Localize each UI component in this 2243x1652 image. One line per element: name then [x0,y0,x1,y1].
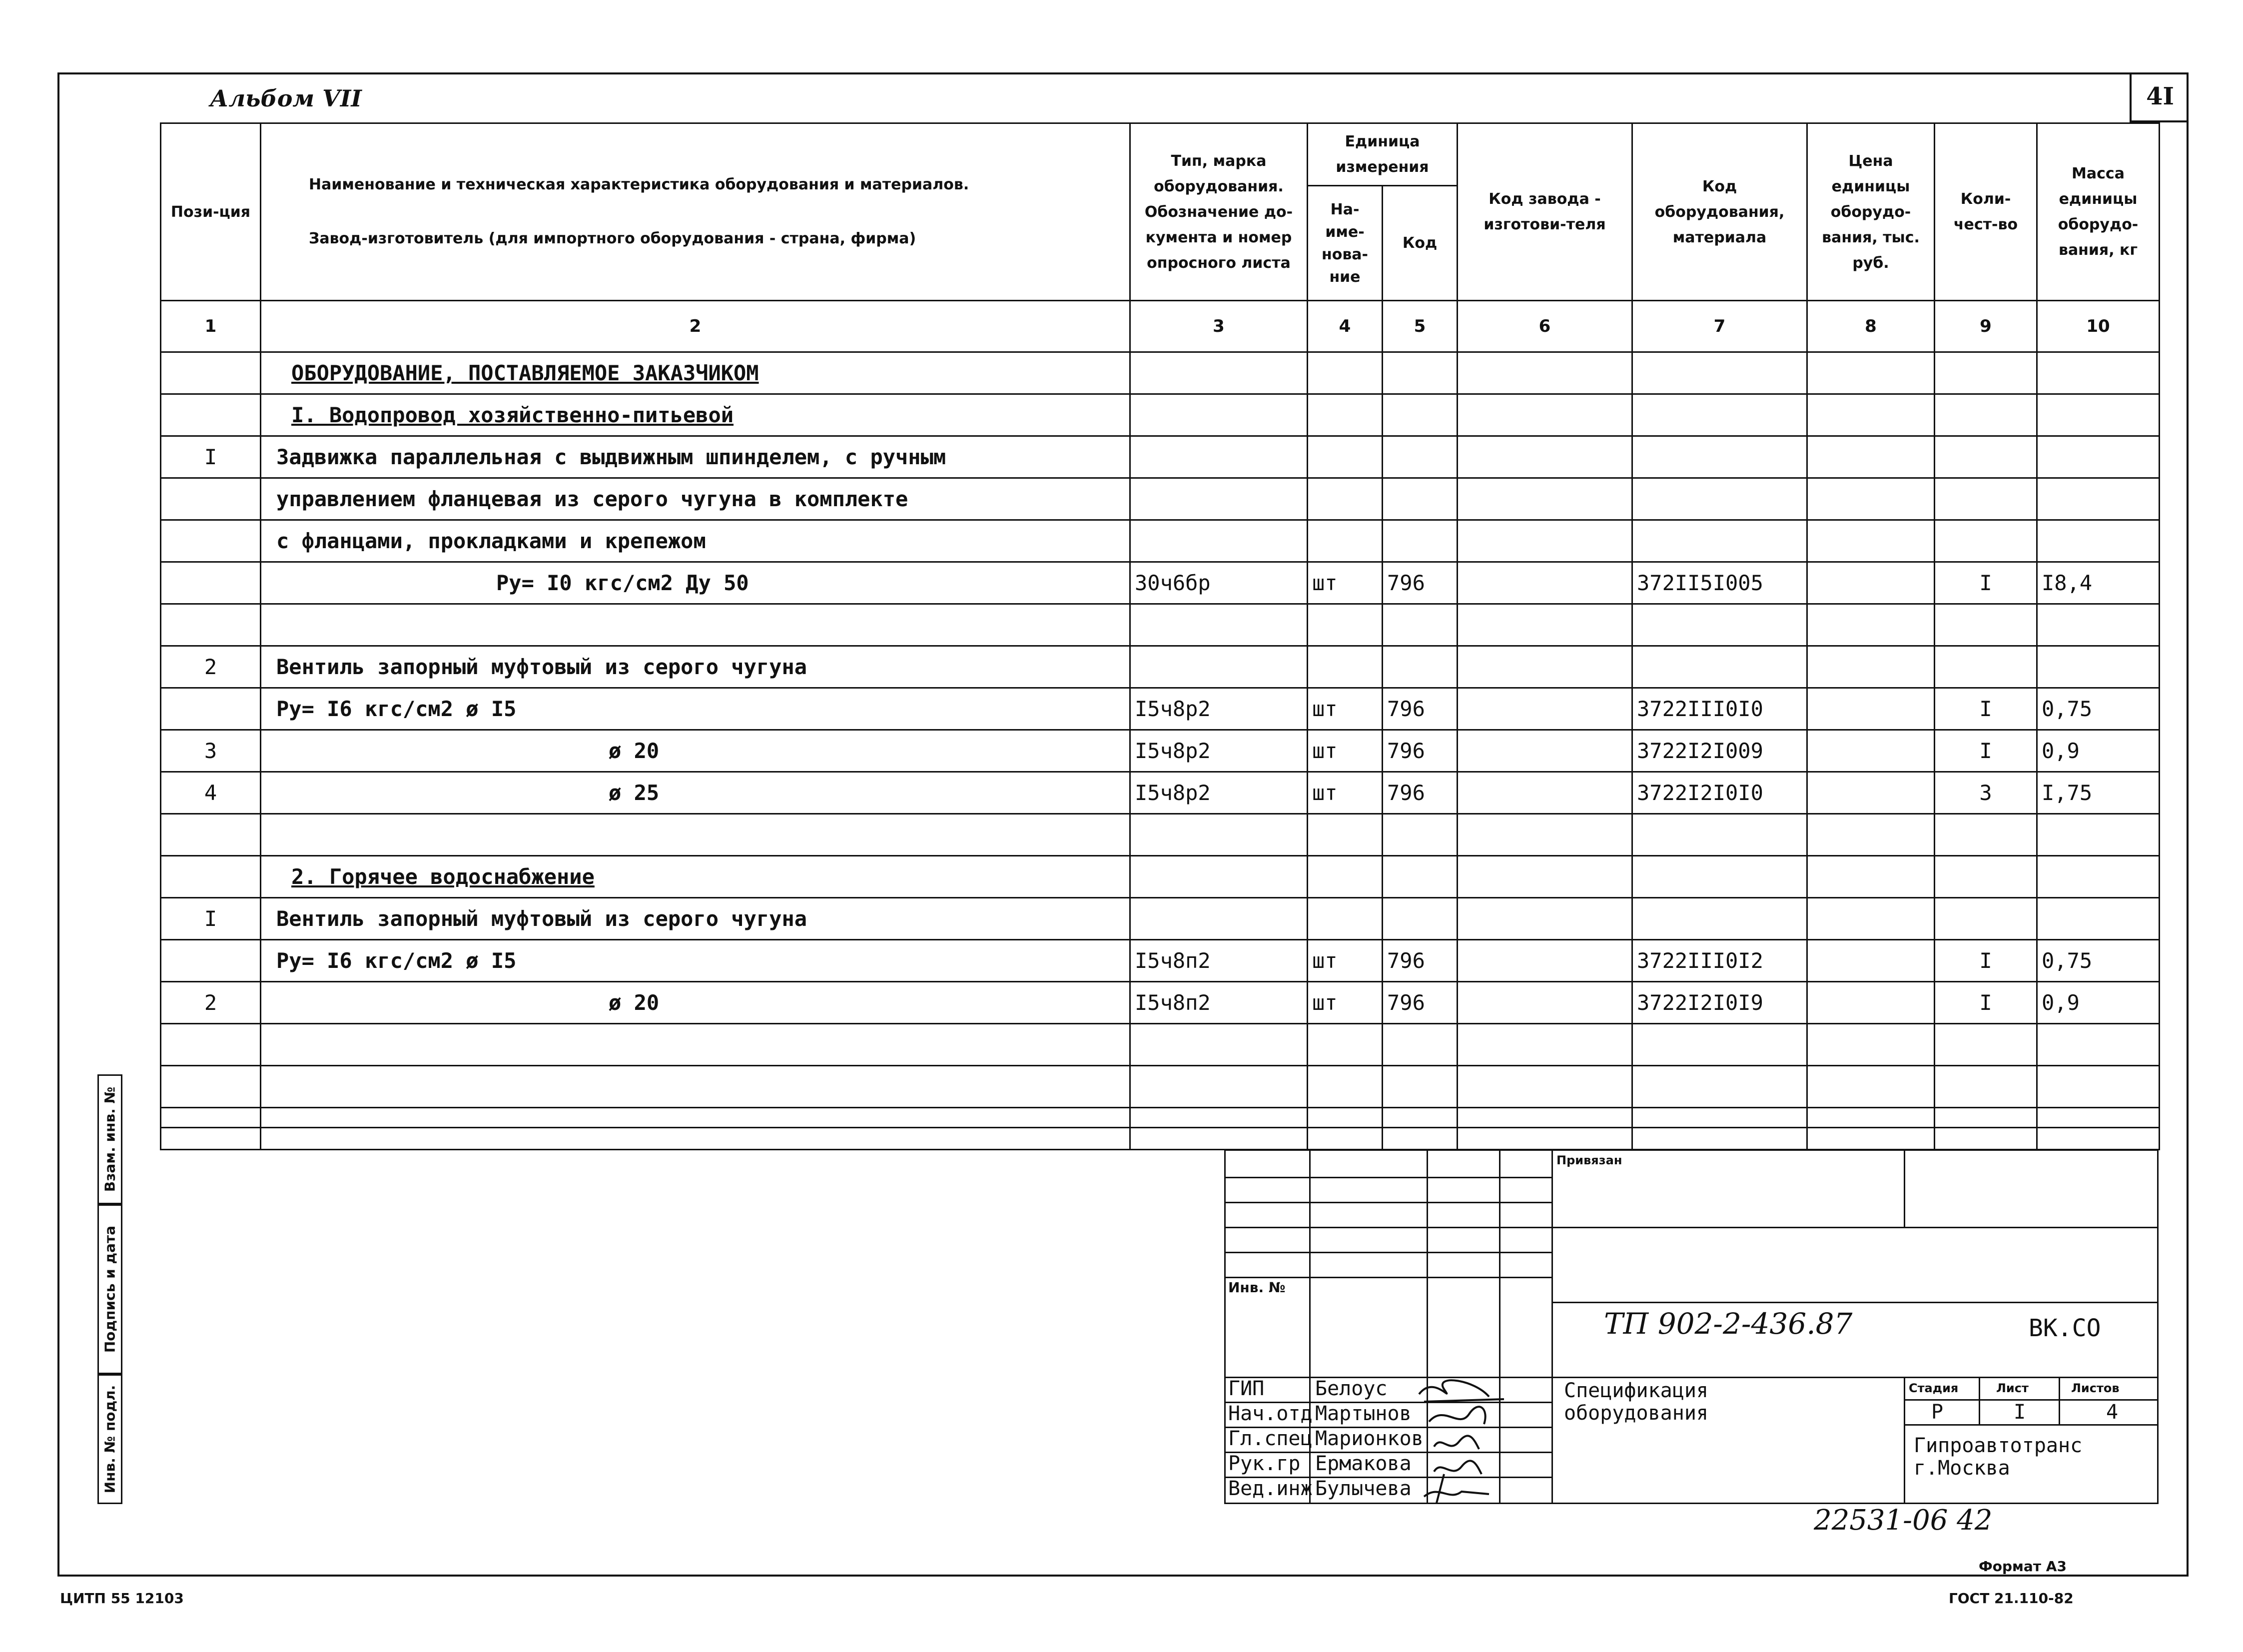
row-mass [2037,436,2160,478]
row-quantity: I [1935,982,2037,1024]
row-position [161,814,261,856]
row-position: I [161,436,261,478]
row-factory-code [1458,562,1632,604]
row-type: I5ч8р2 [1130,772,1308,814]
row-unit-code: 796 [1383,940,1458,982]
table-row [161,394,2160,436]
row-equipment-code [1632,520,1807,562]
sheet-value: I [2014,1401,2026,1424]
row-name: с фланцами, прокладками и крепежом [261,520,1130,562]
row-type: 30ч6бр [1130,562,1308,604]
row-position: 2 [161,646,261,688]
row-mass [2037,352,2160,394]
sheets-value: 4 [2106,1401,2119,1424]
header-unit-group: Единица измерения [1308,123,1458,186]
table-row [161,982,2160,1024]
row-price [1807,1024,1935,1066]
row-position [161,940,261,982]
row-name [261,1066,1130,1108]
role-label: Рук.гр [1228,1452,1301,1475]
header-unit-name: На-име-нова-ние [1308,186,1383,301]
row-equipment-code [1632,436,1807,478]
row-unit: шт [1308,730,1383,772]
sheets-label: Листов [2071,1381,2120,1395]
row-equipment-code: 372II5I005 [1632,562,1807,604]
row-unit: шт [1308,562,1383,604]
row-equipment-code [1632,814,1807,856]
row-equipment-code [1632,1024,1807,1066]
column-number: 3 [1130,301,1308,352]
stage-label: Стадия [1909,1381,1959,1395]
row-name: Вентиль запорный муфтовый из серого чугуна [261,646,1130,688]
row-type [1130,856,1308,898]
row-factory-code [1458,394,1632,436]
row-equipment-code [1632,1108,1807,1150]
row-unit [1308,1024,1383,1066]
column-number: 10 [2037,301,2160,352]
column-number: 8 [1807,301,1935,352]
row-price [1807,940,1935,982]
row-type [1130,1108,1308,1150]
row-factory-code [1458,1024,1632,1066]
tb-grid-line [1904,1149,1905,1227]
row-name: Вентиль запорный муфтовый из серого чугуна [261,898,1130,940]
row-equipment-code: 3722I2I009 [1632,730,1807,772]
stage-value: Р [1931,1401,1944,1424]
document-mark: ВК.СО [2029,1314,2101,1342]
row-equipment-code [1632,604,1807,646]
row-factory-code [1458,478,1632,520]
header-factory-code: Код завода - изготови-теля [1458,123,1632,301]
column-number: 7 [1632,301,1807,352]
row-price [1807,730,1935,772]
row-quantity [1935,646,2037,688]
table-row [161,1066,2160,1108]
row-type [1130,436,1308,478]
row-price [1807,814,1935,856]
row-name: Ру= I6 кгс/см2 ø I5 [261,940,1130,982]
row-equipment-code: 3722III0I2 [1632,940,1807,982]
row-type [1130,1066,1308,1108]
row-price [1807,520,1935,562]
header-mass: Масса единицы оборудо-вания, кг [2037,123,2160,301]
row-factory-code [1458,646,1632,688]
organization-line2: г.Москва [1914,1457,2010,1480]
row-factory-code [1458,730,1632,772]
row-name: ø 25 [261,772,1130,814]
row-name [261,1108,1130,1150]
header-position: Пози-ция [161,123,261,301]
row-mass [2037,520,2160,562]
row-unit-code [1383,646,1458,688]
table-row [161,814,2160,856]
header-price: Цена единицы оборудо-вания, тыс. руб. [1807,123,1935,301]
row-unit: шт [1308,772,1383,814]
row-type [1130,520,1308,562]
row-quantity [1935,1066,2037,1108]
row-type: I5ч8п2 [1130,940,1308,982]
row-unit-code [1383,394,1458,436]
row-price [1807,604,1935,646]
row-position: 3 [161,730,261,772]
row-mass [2037,604,2160,646]
row-name: Ру= I0 кгс/см2 Ду 50 [261,562,1130,604]
table-row [161,1024,2160,1066]
table-row [161,478,2160,520]
row-quantity [1935,478,2037,520]
row-quantity: I [1935,688,2037,730]
row-unit [1308,352,1383,394]
row-unit-code [1383,814,1458,856]
row-unit [1308,478,1383,520]
row-price [1807,1066,1935,1108]
row-unit-code [1383,604,1458,646]
row-position [161,688,261,730]
row-unit [1308,520,1383,562]
row-equipment-code: 3722I2I0I9 [1632,982,1807,1024]
row-unit-code: 796 [1383,982,1458,1024]
row-price [1807,688,1935,730]
row-position [161,1066,261,1108]
row-equipment-code [1632,352,1807,394]
tb-grid-line [1551,1302,2159,1303]
row-factory-code [1458,814,1632,856]
row-unit: шт [1308,688,1383,730]
table-row [161,436,2160,478]
row-price [1807,772,1935,814]
signatures-image [1414,1374,1524,1504]
tb-grid-line [1551,1149,1553,1504]
role-name: Ермакова [1315,1452,1412,1475]
row-factory-code [1458,898,1632,940]
row-unit-code [1383,436,1458,478]
row-mass: 0,75 [2037,688,2160,730]
row-mass: 0,9 [2037,982,2160,1024]
row-unit [1308,856,1383,898]
row-price [1807,898,1935,940]
row-factory-code [1458,688,1632,730]
row-factory-code [1458,1066,1632,1108]
table-row [161,646,2160,688]
header-name-line1: Наименование и техническая характеристика оборудования и материалов. [309,176,969,193]
column-number: 1 [161,301,261,352]
row-factory-code [1458,856,1632,898]
row-mass [2037,1108,2160,1150]
column-number: 4 [1308,301,1383,352]
row-unit-code [1383,478,1458,520]
row-unit-code [1383,856,1458,898]
header-unit-code: Код [1383,186,1458,301]
row-factory-code [1458,982,1632,1024]
side-label-signature-date: Подпись и дата [97,1204,122,1374]
row-mass [2037,646,2160,688]
row-factory-code [1458,604,1632,646]
row-position [161,478,261,520]
inv-no-label: Инв. № [1228,1279,1286,1296]
column-number-row [161,301,2160,352]
row-unit [1308,1066,1383,1108]
table-row [161,520,2160,562]
row-price [1807,562,1935,604]
row-position [161,394,261,436]
row-equipment-code [1632,478,1807,520]
row-quantity [1935,352,2037,394]
row-quantity [1935,856,2037,898]
row-factory-code [1458,1108,1632,1150]
row-position [161,1108,261,1150]
header-name-line2: Завод-изготовитель (для импортного оборудования - страна, фирма) [309,230,916,247]
row-mass [2037,856,2160,898]
row-mass [2037,1066,2160,1108]
document-code: ТП 902-2-436.87 [1604,1307,1853,1341]
row-factory-code [1458,940,1632,982]
row-type [1130,394,1308,436]
row-quantity [1935,898,2037,940]
row-name: I. Водопровод хозяйственно-питьевой [261,394,1130,436]
row-unit [1308,436,1383,478]
row-position [161,352,261,394]
row-equipment-code: 3722I2I0I0 [1632,772,1807,814]
row-unit-code: 796 [1383,562,1458,604]
row-type [1130,352,1308,394]
row-type: I5ч8п2 [1130,982,1308,1024]
table-row [161,856,2160,898]
row-equipment-code [1632,898,1807,940]
row-name: управлением фланцевая из серого чугуна в комплекте [261,478,1130,520]
row-unit-code [1383,352,1458,394]
row-unit-code: 796 [1383,688,1458,730]
row-mass [2037,814,2160,856]
header-quantity: Коли-чест-во [1935,123,2037,301]
cnip-label: ЦИТП 55 12103 [60,1590,184,1607]
row-position: 4 [161,772,261,814]
row-equipment-code [1632,1066,1807,1108]
privyazan-label: Привязан [1556,1153,1622,1167]
row-unit: шт [1308,940,1383,982]
row-quantity: 3 [1935,772,2037,814]
row-unit [1308,394,1383,436]
row-factory-code [1458,352,1632,394]
title-line2: оборудования [1564,1402,1708,1425]
role-name: Белоус [1315,1377,1388,1400]
row-unit-code: 796 [1383,772,1458,814]
tb-grid-line [1904,1424,2159,1426]
row-position [161,604,261,646]
album-label: Альбом VII [210,85,362,112]
row-position: I [161,898,261,940]
row-quantity: I [1935,730,2037,772]
row-unit: шт [1308,982,1383,1024]
column-number: 9 [1935,301,2037,352]
row-name: Ру= I6 кгс/см2 ø I5 [261,688,1130,730]
row-mass [2037,1024,2160,1066]
gost-label: ГОСТ 21.110-82 [1949,1590,2074,1607]
row-factory-code [1458,436,1632,478]
row-quantity [1935,436,2037,478]
row-quantity [1935,520,2037,562]
row-type [1130,604,1308,646]
row-price [1807,1108,1935,1150]
row-name [261,814,1130,856]
archive-number: 22531-06 42 [1814,1504,1993,1537]
tb-grid-line [1904,1377,1905,1504]
row-price [1807,352,1935,394]
role-name: Марионков [1315,1427,1424,1450]
tb-grid-line [2059,1377,2060,1424]
role-label: Нач.отд [1228,1402,1313,1425]
row-unit-code [1383,1024,1458,1066]
role-label: ГИП [1228,1377,1265,1400]
row-mass: 0,75 [2037,940,2160,982]
row-type: I5ч8р2 [1130,688,1308,730]
row-mass: I,75 [2037,772,2160,814]
row-quantity [1935,604,2037,646]
column-number: 2 [261,301,1130,352]
table-row [161,1108,2160,1150]
tb-grid-line [1979,1377,1980,1424]
row-name [261,604,1130,646]
row-unit [1308,646,1383,688]
tb-grid-line [1224,1177,1551,1178]
row-quantity [1935,1024,2037,1066]
role-label: Гл.спец [1228,1427,1313,1450]
table-row [161,352,2160,394]
column-number: 6 [1458,301,1632,352]
sheet-number: 4I [2130,72,2189,122]
tb-grid-line [1224,1252,1551,1253]
role-name: Мартынов [1315,1402,1412,1425]
table-row [161,688,2160,730]
row-name: ø 20 [261,730,1130,772]
tb-grid-line [1224,1277,1551,1278]
role-label: Вед.инж [1228,1477,1313,1500]
row-unit-code [1383,1108,1458,1150]
row-unit-code [1383,898,1458,940]
row-price [1807,856,1935,898]
row-price [1807,478,1935,520]
row-type [1130,646,1308,688]
row-position [161,520,261,562]
row-unit-code [1383,1066,1458,1108]
row-position [161,1024,261,1066]
row-mass [2037,394,2160,436]
row-type: I5ч8р2 [1130,730,1308,772]
row-unit [1308,1108,1383,1150]
specification-body [161,352,2160,1150]
row-unit [1308,604,1383,646]
tb-grid-line [1551,1227,2159,1228]
organization-line1: Гипроавтотранс [1914,1434,2083,1457]
column-number: 5 [1383,301,1458,352]
table-row [161,562,2160,604]
row-position [161,856,261,898]
row-name: Задвижка параллельная с выдвижным шпинделем, с ручным [261,436,1130,478]
row-mass: 0,9 [2037,730,2160,772]
row-unit-code [1383,520,1458,562]
tb-grid-line [1224,1202,1551,1203]
tb-grid-line [1224,1227,1551,1228]
row-name [261,1024,1130,1066]
row-unit-code: 796 [1383,730,1458,772]
table-row [161,730,2160,772]
row-equipment-code [1632,394,1807,436]
header-name [261,123,1130,301]
row-factory-code [1458,772,1632,814]
row-type [1130,898,1308,940]
row-name: ø 20 [261,982,1130,1024]
table-row [161,940,2160,982]
row-position: 2 [161,982,261,1024]
tb-grid-line [1551,1377,2159,1378]
row-mass [2037,478,2160,520]
row-unit [1308,898,1383,940]
side-label-replaced-inv: Взам. инв. № [97,1074,122,1204]
row-quantity: I [1935,562,2037,604]
header-row [161,123,2160,186]
header-type: Тип, марка оборудования. Обозначение до-кумента и номер опросного листа [1130,123,1308,301]
row-quantity [1935,394,2037,436]
header-equipment-code: Код оборудования, материала [1632,123,1807,301]
row-price [1807,982,1935,1024]
table-row [161,604,2160,646]
table-row [161,898,2160,940]
row-price [1807,394,1935,436]
row-unit [1308,814,1383,856]
row-mass: I8,4 [2037,562,2160,604]
row-equipment-code [1632,646,1807,688]
row-position [161,562,261,604]
table-row [161,772,2160,814]
row-price [1807,646,1935,688]
row-quantity [1935,814,2037,856]
side-label-original-inv: Инв. № подл. [97,1374,122,1504]
sheet-label: Лист [1996,1381,2029,1395]
role-name: Булычева [1315,1477,1412,1500]
row-type [1130,1024,1308,1066]
row-mass [2037,898,2160,940]
table-bottom-line [160,1127,2159,1128]
row-equipment-code: 3722III0I0 [1632,688,1807,730]
row-type [1130,814,1308,856]
row-equipment-code [1632,856,1807,898]
row-quantity: I [1935,940,2037,982]
row-name: ОБОРУДОВАНИЕ, ПОСТАВЛЯЕМОЕ ЗАКАЗЧИКОМ [261,352,1130,394]
specification-table [160,122,2160,1150]
row-name: 2. Горячее водоснабжение [261,856,1130,898]
row-quantity [1935,1108,2037,1150]
row-type [1130,478,1308,520]
row-price [1807,436,1935,478]
row-factory-code [1458,520,1632,562]
format-label: Формат А3 [1979,1558,2067,1575]
title-line1: Спецификация [1564,1379,1708,1402]
